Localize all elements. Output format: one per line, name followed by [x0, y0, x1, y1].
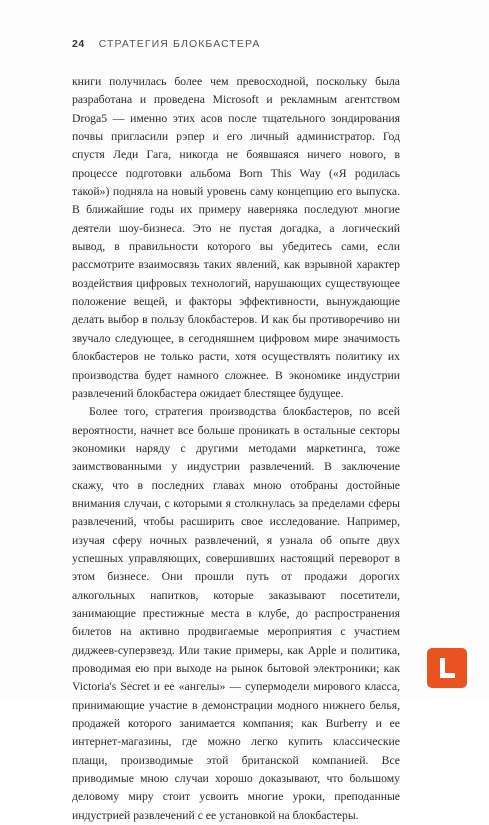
page-number: 24	[72, 38, 85, 50]
body-text	[72, 73, 400, 825]
litres-l-glyph-icon	[434, 655, 460, 681]
paragraph: книги получилась более чем превосходной, поскольку была разработана и проведена Microsoft и рекламным агентством Droga5 — именно этих асов после тщательного зондирования почвы пригласили рэпер и его личный администратор. Год спустя Леди Гага, никогда не боявшаяся ничего нового, в процессе подготовки альбома Born This Way («Я родилась такой») подняла на новый уровень саму концепцию его выпуска. В ближайшие годы их примеру наверняка последуют многие деятели шоу-бизнеса. Это не пустая догадка, а логический вывод, в правильности которого вы убедитесь сами, если рассмотрите взаимосвязь таких явлений, как взрывной характер воздействия цифровых технологий, нарушающих существующее положение вещей, и факторы эффективности, вынуждающие делать выбор в пользу блокбастеров. И как бы противоречиво ни звучало следующее, в сегодняшнем цифровом мире значимость блокбастеров не только расти, хотя осуществлять политику их производства будет намного сложнее. В экономике индустрии развлечений блокбастера ожидает блестящее будущее.	[72, 75, 400, 400]
running-title: СТРАТЕГИЯ БЛОКБАСТЕРА	[98, 38, 261, 50]
running-header	[72, 38, 261, 50]
paragraph: Более того, стратегия производства блокбастеров, по всей вероятности, начнет все больше проникать в остальные секторы экономики наряду с другими методами маркетинга, тоже заимствованными у индустрии развлечений. В заключение скажу, что в последних главах мною отобраны достойные внимания случаи, с которыми я столкнулась за пределами сферы развлечений, чтобы расширить свое исследование. Например, изучая сферу ночных развлечений, я узнала об опыте двух успешных управляющих, совершивших настоящий переворот в этом бизнесе. Они прошли путь от продажи дорогих алкогольных напитков, которые заказывают посетители, занимающие престижные места в клубе, до распространения билетов на активно продвигаемые мероприятия с участием диджеев-суперзвезд. Или такие примеры, как Apple и политика, проводимая ею при выходе на рынок бытовой электроники; как Victoria's Secret и ее «ангелы» — супермодели мирового класса, принимающие участие в демонстрации модного нижнего белья, продажей которого занимается компания; как Burberry и ее интернет-магазины, где можно легко купить классические плащи, производимые этой британской компанией. Все приводимые мною случаи хорошо доказывают, что большому деловому миру стоит усвоить многие уроки, преподанные индустрией развлечений с ее установкой на блокбастеры.	[72, 405, 400, 822]
litres-logo-icon	[427, 648, 467, 688]
